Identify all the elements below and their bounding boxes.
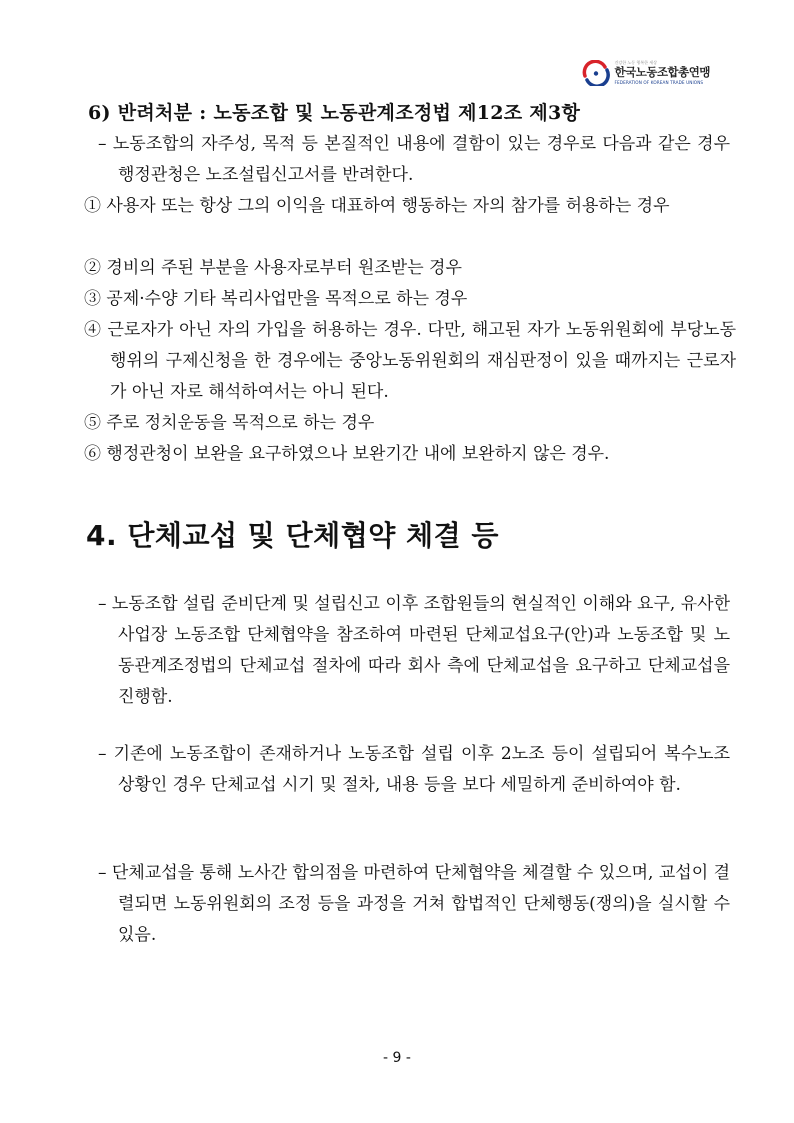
body-paragraph: – 노동조합 설립 준비단계 및 설립신고 이후 조합원들의 현실적인 이해와 요구, 유사한 사업장 노동조합 단체협약을 참조하여 마련된 단체교섭요구(안)과 노동조합 및 노동관계조정법의 단체교섭 절차에 따라 회사 측에 단체교섭을 요구하고 단체교섭을 진행함.: [98, 594, 730, 707]
logo-name: 한국노동조합총연맹: [614, 65, 710, 80]
header-logo: [581, 60, 710, 86]
list-item: [84, 284, 736, 315]
list-item-marker: ⑤: [84, 413, 101, 433]
list-item-marker: ④: [84, 320, 102, 340]
list-item-marker: ②: [84, 258, 101, 278]
list-item-text: 근로자가 아닌 자의 가입을 허용하는 경우. 다만, 해고된 자가 노동위원회에 부당노동행위의 구제신청을 한 경우에는 중앙노동위원회의 재심판정이 있을 때까지는 근로자가 아닌 자로 해석하여서는 아니 된다.: [107, 320, 737, 402]
body-paragraph: – 단체교섭을 통해 노사간 합의점을 마련하여 단체협약을 체결할 수 있으며, 교섭이 결렬되면 노동위원회의 조정 등을 과정을 거쳐 합법적인 단체행동(쟁의)을 실시할 수 있음.: [98, 863, 730, 945]
list-item: [84, 315, 736, 408]
list-item-text: 주로 정치운동을 목적으로 하는 경우: [106, 413, 375, 433]
list-item-text: 경비의 주된 부분을 사용자로부터 원조받는 경우: [106, 258, 462, 278]
logo-tagline: 건강한 노동 행복한 세상: [614, 60, 657, 66]
list-item: [84, 191, 736, 222]
list-item: [84, 439, 736, 470]
list-item-marker: ①: [84, 196, 101, 216]
logo-english-name: FEDERATION OF KOREAN TRADE UNIONS: [614, 79, 704, 85]
section-heading: 6) 반려처분 : 노동조합 및 노동관계조정법 제12조 제3항: [88, 102, 581, 124]
chapter-heading: 4. 단체교섭 및 단체협약 체결 등: [86, 519, 499, 552]
list-item-text: 사용자 또는 항상 그의 이익을 대표하여 행동하는 자의 참가를 허용하는 경우: [106, 196, 670, 216]
intro-paragraph: – 노동조합의 자주성, 목적 등 본질적인 내용에 결함이 있는 경우로 다음과 같은 경우 행정관청은 노조설립신고서를 반려한다.: [98, 134, 730, 185]
list-item: [84, 253, 736, 284]
list-item-marker: ⑥: [84, 444, 101, 464]
list-item-text: 행정관청이 보완을 요구하였으나 보완기간 내에 보완하지 않은 경우.: [106, 444, 610, 464]
page-number: - 9 -: [383, 1050, 411, 1066]
list-item-marker: ③: [84, 289, 101, 309]
fktu-logo-icon: [581, 60, 611, 86]
list-item-text: 공제·수양 기타 복리사업만을 목적으로 하는 경우: [106, 289, 468, 309]
list-item: [84, 408, 736, 439]
body-paragraph: – 기존에 노동조합이 존재하거나 노동조합 설립 이후 2노조 등이 설립되어 복수노조 상황인 경우 단체교섭 시기 및 절차, 내용 등을 보다 세밀하게 준비하여야 함.: [98, 744, 730, 795]
